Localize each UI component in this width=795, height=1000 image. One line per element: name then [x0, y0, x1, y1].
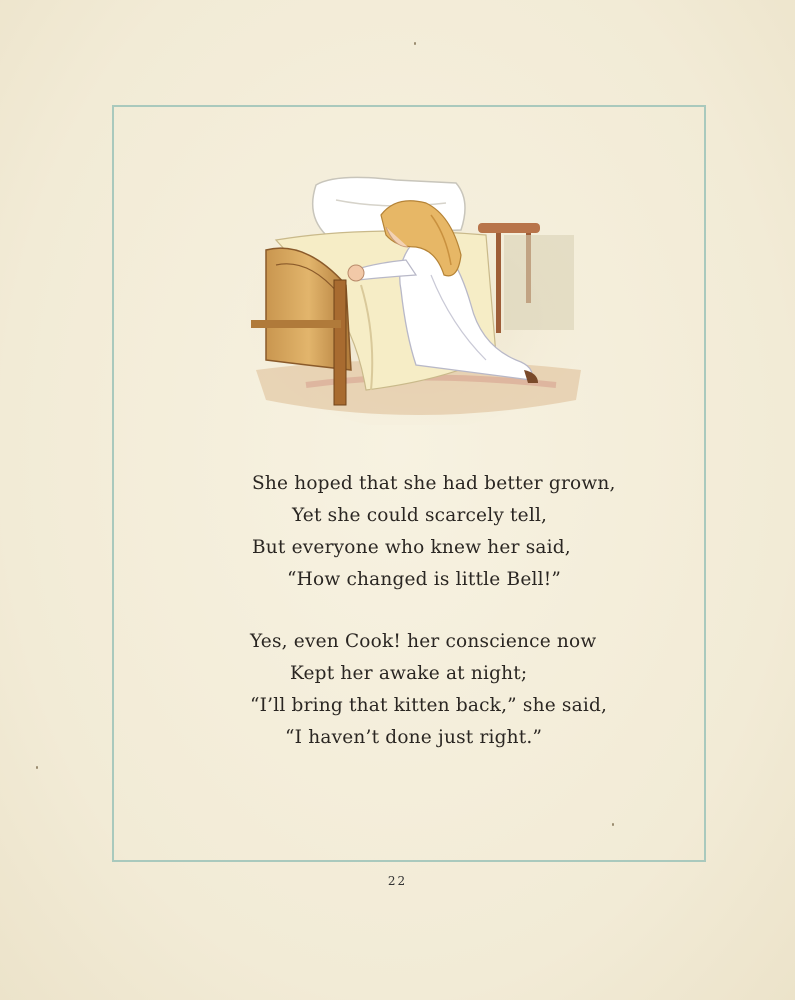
poem-line: But everyone who knew her said,	[252, 537, 571, 558]
poem-line: Kept her awake at night;	[290, 663, 528, 684]
poem-line: Yet she could scarcely tell,	[292, 505, 548, 526]
page-number: 22	[387, 874, 408, 888]
poem-line: Yes, even Cook! her conscience now	[250, 631, 597, 652]
poem	[112, 468, 706, 784]
paper-speck	[36, 766, 38, 769]
girl-praying-illustration	[246, 155, 591, 425]
stanza-1	[112, 468, 706, 596]
poem-line: “How changed is little Bell!”	[287, 569, 561, 590]
poem-line: “I haven’t done just right.”	[285, 727, 543, 748]
paper-speck	[414, 42, 416, 45]
poem-line: “I’ll bring that kitten back,” she said,	[250, 695, 608, 716]
stanza-2	[112, 626, 706, 754]
poem-line: She hoped that she had better grown,	[252, 473, 616, 494]
